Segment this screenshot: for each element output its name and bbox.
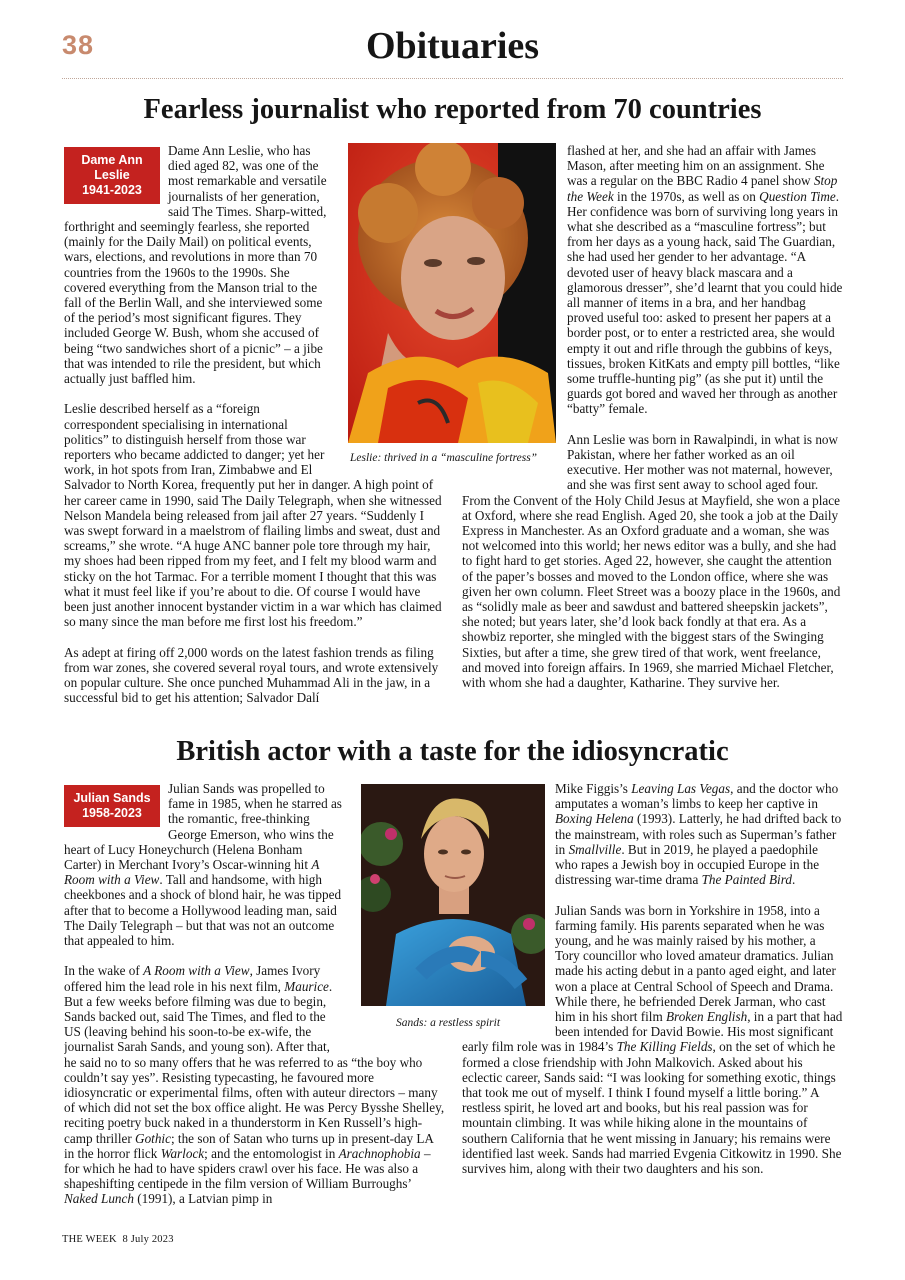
photo-wrap-spacer xyxy=(462,781,555,1039)
article1-column-left xyxy=(64,143,445,725)
article2-paragraph: Julian Sands was born in Yorkshire in 1958, into a farming family. His parents separated when he was young, and he was mainly raised by his mother, a Tory councillor who loved amateur dramatics. Julian made his acting debut in a panto aged eight, and later won a place at Central School of Speech and Drama. While there, he befriended Derek Jarman, who cast him in his short film Broken English, in a part that had been intended for David Bowie. His most significant early film role was in 1984’s The Killing Fields, on the set of which he formed a close friendship with John Malkovich. Asked about his eclectic career, Sands said: “I was looking for something exotic, things that took me out of myself. I think I found myself a little boring.” A restless spirit, he loved art and books, but his real passion was for mountain climbing. It was while hiking alone in the mountains of southern California that he went missing in January; his remains were identified last week. Sands had married Evgenia Citkowitz in 1990. She survives him, along with their two daughters and his son. xyxy=(462,902,843,1177)
article1-paragraph: As adept at firing off 2,000 words on the latest fashion trends as filing from war zones, she covered several royal tours, and wrote extensively on popular culture. She once punched Muhammad Ali in the jaw, in a successful bid to get his attention; Salvador Dalí xyxy=(64,644,439,706)
article2-paragraph: Mike Figgis’s Leaving Las Vegas, and the doctor who amputates a woman’s limbs to keep her captive in Boxing Helena (1993). Latterly, he had drifted back to the mainstream, with roles such as Superman’s father in Smallville. But in 2019, he played a paedophile who rapes a Jewish boy in occupied Europe in the distressing war-time drama The Painted Bird. xyxy=(555,781,842,888)
name-badge-julian-sands xyxy=(64,785,160,827)
badge-name: Dame Ann Leslie xyxy=(81,153,143,182)
article2-paragraph: In the wake of A Room with a View, James Ivory offered him the lead role in his next film, Maurice. But a few weeks before filming was due to begin, Sands backed out, said The Times, and fled to the US (leaving behind his soon-to-be ex-wife, the journalist Sarah Sands, and young son). After that, he said no to so many offers that he was referred to as “the boy who couldn’t say yes”. Resisting typecasting, he favoured more idiosyncratic or experimental films, often with auteur directors – many of which did not set the box office alight. He was Percy Bysshe Shelley, reciting poetry buck naked in a thunderstorm in Ken Russell’s high-camp thriller Gothic; the son of Satan who turns up in present-day LA in the horror flick Warlock; and the entomologist in Arachnophobia – for which he had to have spiders crawl over his face. He was also a shapeshifting centipede in the film version of William Burroughs’ Naked Lunch (1991), a Latvian pimp in xyxy=(64,963,445,1207)
photo-wrap-spacer xyxy=(342,781,445,1041)
page-number: 38 xyxy=(62,30,95,60)
section-title: Obituaries xyxy=(365,25,540,67)
article1-paragraph: Dame Ann Leslie, who has died aged 82, was one of the most remarkable and versatile journalists of her generation, said The Times. Sharp-witted, forthright and seemingly fearless, she reported (mainly for the Daily Mail) on political events, wars, elections, and revolutions in more than 70 countries from the 1960s to the 1990s. She covered everything from the Manson trial to the fall of the Berlin Wall, and she interviewed some of the period’s most significant figures. They included George W. Bush, whom she accused of being “two sandwiches short of a picnic” – a jibe that was intended to rile the president, but which actually just baffled him. xyxy=(64,143,327,387)
article1-paragraph: Ann Leslie was born in Rawalpindi, in what is now Pakistan, where her father worked as an oil executive. Her mother was not maternal, however, and she was first sent away to school aged four. From the Convent of the Holy Child Jesus at Mayfield, she won a place at Oxford, where she read English. Aged 20, she took a job at the Daily Express in Manchester. As an Oxford graduate and a woman, she was not welcomed into this world; her news editor was a bully, and she had to fight hard to get stories. Aged 22, however, she caught the attention of the paper’s bosses and moved to the London office, where she was given her own column. Fleet Street was a boozy place in the 1960s, and as “solidly male as beer and sawdust and battered sheepskin jackets”, she noted; but years later, she’d look back fondly at that era. As a showbiz reporter, she mingled with the biggest stars of the Swinging Sixties, but after a time, she grew tired of that work, went freelance, and moved into foreign affairs. In 1969, she married Michael Fletcher, with whom she had a daughter, Katharine. They survive her. xyxy=(462,431,841,691)
article2-column-left xyxy=(64,781,445,1211)
article1-column-right xyxy=(462,143,843,725)
article-headline-leslie: Fearless journalist who reported from 70 countries xyxy=(143,94,762,125)
footer xyxy=(62,1234,174,1245)
caption-ann-leslie: Leslie: thrived in a “masculine fortress” xyxy=(350,452,538,464)
badge-years: 1941-2023 xyxy=(82,183,142,197)
name-badge-ann-leslie xyxy=(64,147,160,204)
article1-paragraph: Leslie described herself as a “foreign correspondent specialising in international politics” to distinguish herself from those war reporters who became addicted to danger; yet her work, in hot spots from Iran, Zimbabwe and El Salvador to North Korea, frequently put her in danger. A high point of her career came in 1990, said The Daily Telegraph, when she witnessed Nelson Mandela being released from jail after 27 years. “Suddenly I was swept forward in a maelstrom of flailing limbs and sweat, dust and screams,” she wrote. “A huge ANC banner pole tore through my hair, my shoes had been ripped from my feet, and I felt my blood warm and sticky on the hot Tarmac. For a terrible moment I thought that this was what it must feel like if you’re about to die. Of course I would have been just another innocent bystander victim in a war which has claimed so many since the man before me first lost his freedom.” xyxy=(64,401,442,630)
article1-paragraph: flashed at her, and she had an affair with James Mason, after meeting him on an assignment. She was a regular on the BBC Radio 4 panel show Stop the Week in the 1970s, as well as on Question Time. Her confidence was born of surviving long years in what she described as a “masculine fortress”; but from her days as a young hack, said The Guardian, she had used her gender to her advantage. “A devoted user of heavy black mascara and a glamorous dresser”, she’d learnt that you could hide all manner of items in a bra, and her handbag proved useful too: asked to present her papers at a border post, or to enter a restricted area, she would empty it out and rifle through the gubbins of keys, tissues, broken KitKats and empty pill bottles, “like some truffle-hunting pig” (as she put it) until the guards got bored and waved her through as another “batty” female. xyxy=(567,143,843,417)
article-headline-sands: British actor with a taste for the idiosyncratic xyxy=(176,736,729,767)
badge-years: 1958-2023 xyxy=(82,806,142,820)
article2-column-right xyxy=(462,781,843,1211)
photo-wrap-spacer xyxy=(332,143,445,475)
article2-paragraph: Julian Sands was propelled to fame in 1985, when he starred as the romantic, free-thinking George Emerson, who wins the heart of Lucy Honeychurch (Helena Bonham Carter) in Merchant Ivory’s Oscar-winning hit A Room with a View. Tall and handsome, with high cheekbones and a shock of blond hair, he was tipped after that to become a Hollywood leading man, said The Daily Telegraph – but that was not an outcome that appealed to him. xyxy=(64,781,342,949)
footer-date: 8 July 2023 xyxy=(122,1234,174,1245)
caption-julian-sands: Sands: a restless spirit xyxy=(396,1017,501,1029)
badge-name: Julian Sands xyxy=(73,791,151,805)
photo-wrap-spacer xyxy=(462,143,567,478)
section-divider xyxy=(62,78,843,79)
footer-publication: THE WEEK xyxy=(62,1234,117,1245)
